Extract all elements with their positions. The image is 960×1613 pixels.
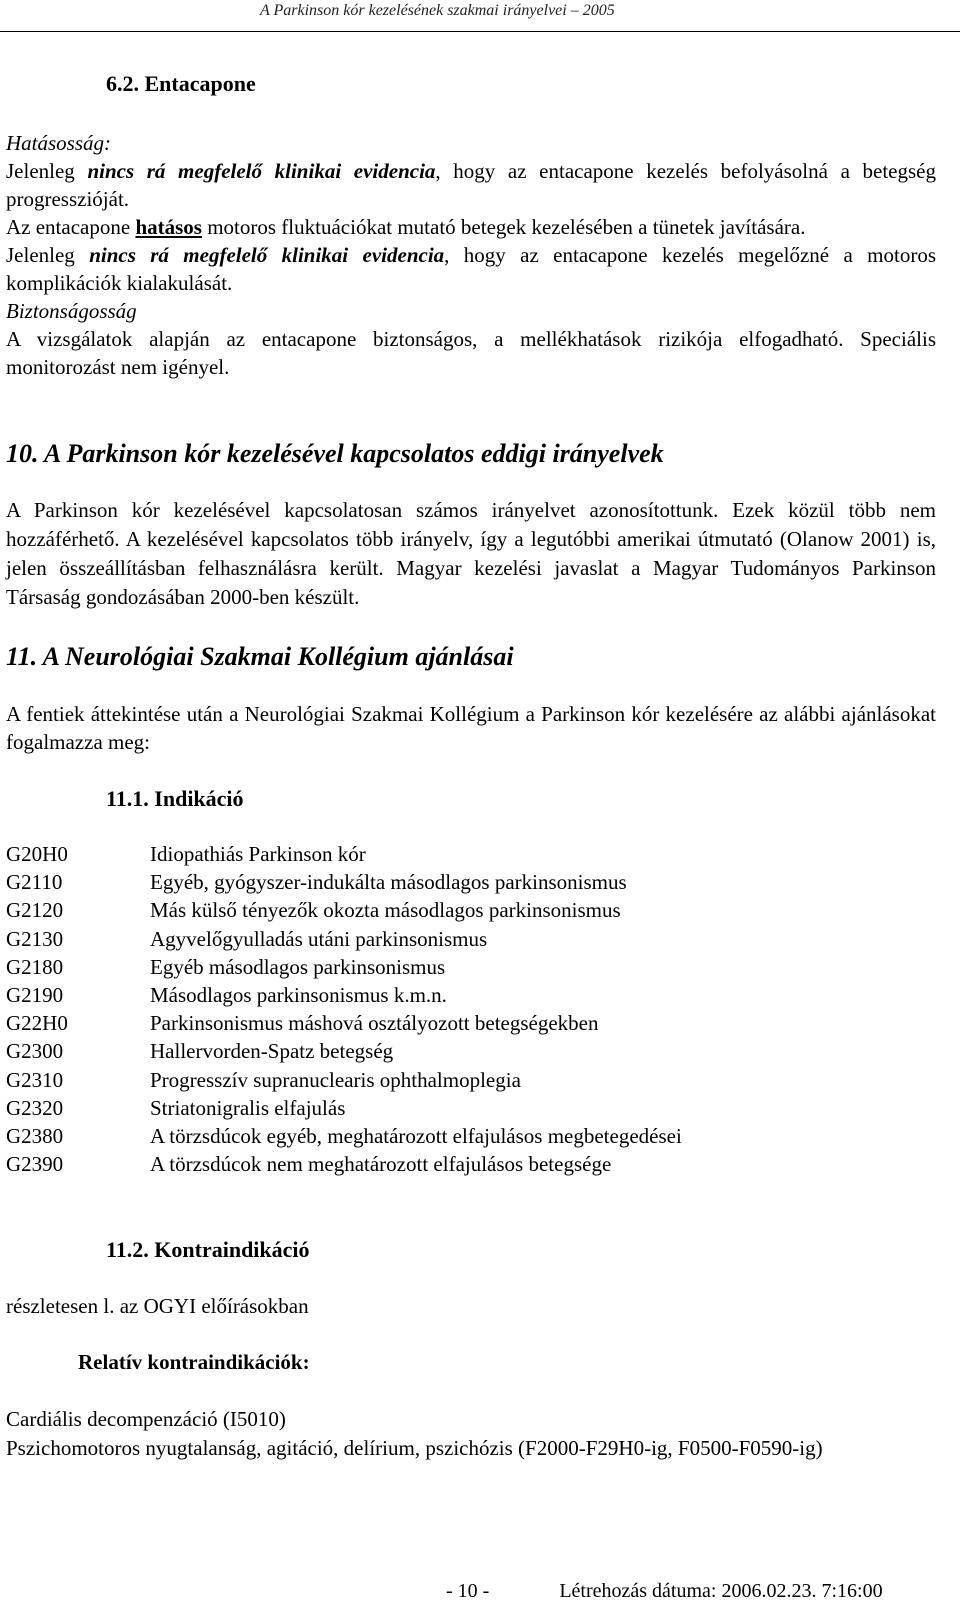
- list-item: Pszichomotoros nyugtalanság, agitáció, delírium, pszichózis (F2000-F29H0-ig, F0500-F0590-ig): [6, 1436, 823, 1460]
- section-11-1-title: 11.1. Indikáció: [106, 786, 244, 811]
- paragraph-efficacy: [6, 213, 936, 241]
- text-run: , hogy az entacapone kezelés megelőzné a motoros komplikációk kialakulását.: [6, 243, 936, 295]
- relative-contraindications-title: Relatív kontraindikációk:: [78, 1350, 310, 1374]
- code-row: [6, 896, 936, 924]
- page-number: - 10 -: [446, 1580, 490, 1602]
- icd-description: Másodlagos parkinsonismus k.m.n.: [150, 982, 447, 1007]
- ogyi-reference: részletesen l. az OGYI előírásokban: [6, 1294, 309, 1318]
- code-row: [6, 1009, 936, 1037]
- icd-description: Egyéb másodlagos parkinsonismus: [150, 954, 446, 979]
- relative-contraindications-list: [6, 1405, 936, 1463]
- paragraph-safety: A vizsgálatok alapján az entacapone biztonságos, a mellékhatások rizikója elfogadható. Speciális monitorozást nem igényel.: [6, 327, 936, 379]
- code-row: [6, 953, 936, 981]
- icd-description: Egyéb, gyógyszer-indukálta másodlagos parkinsonismus: [150, 870, 627, 895]
- hatasossag-label: Hatásosság:: [6, 131, 112, 155]
- icd-code: G2300: [6, 1039, 64, 1064]
- code-row: [6, 840, 936, 868]
- icd-description: A törzsdúcok egyéb, meghatározott elfajulásos megbetegedései: [150, 1123, 682, 1148]
- page-footer: [446, 1577, 883, 1605]
- text-run: Jelenleg: [6, 159, 88, 183]
- code-row: [6, 925, 936, 953]
- list-item: Cardiális decompenzáció (I5010): [6, 1407, 286, 1431]
- icd-code: G22H0: [6, 1011, 68, 1036]
- emphasis-text: hatásos: [135, 215, 202, 239]
- indication-code-list: [6, 840, 936, 1178]
- header-rule: [0, 31, 960, 32]
- code-row: [6, 868, 936, 896]
- icd-description: A törzsdúcok nem meghatározott elfajulásos betegsége: [150, 1152, 612, 1177]
- text-run: Az entacapone: [6, 215, 136, 239]
- icd-code: G2180: [6, 954, 64, 979]
- icd-code: G2110: [6, 870, 63, 895]
- icd-description: Más külső tényezők okozta másodlagos parkinsonismus: [150, 898, 621, 923]
- section-11-2-title: 11.2. Kontraindikáció: [106, 1237, 310, 1262]
- icd-description: Hallervorden-Spatz betegség: [150, 1039, 394, 1064]
- section-10-title: 10. A Parkinson kór kezelésével kapcsolatos eddigi irányelvek: [6, 439, 664, 468]
- icd-code: G2120: [6, 898, 64, 923]
- emphasis-text: nincs rá megfelelő klinikai evidencia: [89, 243, 445, 267]
- text-run: Jelenleg: [6, 243, 90, 267]
- text-run: motoros fluktuációkat mutató betegek kezelésében a tünetek javítására.: [201, 215, 806, 239]
- code-row: [6, 1094, 936, 1122]
- icd-code: G2320: [6, 1095, 64, 1120]
- code-row: [6, 1150, 936, 1178]
- code-row: [6, 1037, 936, 1065]
- biztonsagossag-label: Biztonságosság: [6, 299, 137, 323]
- icd-code: G2130: [6, 926, 64, 951]
- text-run: , hogy az entacapone kezelés befolyásolná a betegség progresszióját.: [6, 159, 936, 211]
- section-6-2-title: 6.2. Entacapone: [106, 71, 256, 96]
- icd-code: G2190: [6, 982, 64, 1007]
- code-row: [6, 981, 936, 1009]
- icd-code: G2380: [6, 1123, 64, 1148]
- paragraph-evidence-complications: [6, 241, 936, 297]
- icd-code: G20H0: [6, 842, 68, 866]
- running-header: A Parkinson kór kezelésének szakmai irányelvei – 2005: [260, 2, 615, 19]
- section-11-title: 11. A Neurológiai Szakmai Kollégium ajánlásai: [6, 642, 514, 671]
- code-row: [6, 1122, 936, 1150]
- code-row: [6, 1066, 936, 1094]
- icd-code: G2310: [6, 1067, 64, 1092]
- icd-description: Idiopathiás Parkinson kór: [150, 842, 366, 866]
- icd-description: Striatonigralis elfajulás: [150, 1095, 346, 1120]
- section-6-2-body: [6, 129, 936, 381]
- icd-code: G2390: [6, 1152, 64, 1177]
- icd-description: Agyvelőgyulladás utáni parkinsonismus: [150, 926, 488, 951]
- icd-description: Parkinsonismus máshová osztályozott betegségekben: [150, 1011, 599, 1036]
- icd-description: Progresszív supranuclearis ophthalmoplegia: [150, 1067, 521, 1092]
- paragraph-evidence-progression: [6, 157, 936, 213]
- section-11-body: A fentiek áttekintése után a Neurológiai Szakmai Kollégium a Parkinson kór kezelésére az alábbi ajánlásokat fogalmazza meg:: [6, 702, 936, 754]
- creation-date: Létrehozás dátuma: 2006.02.23. 7:16:00: [559, 1580, 883, 1602]
- emphasis-text: nincs rá megfelelő klinikai evidencia: [87, 159, 436, 183]
- section-10-body: A Parkinson kór kezelésével kapcsolatosan számos irányelvet azonosítottunk. Ezek közül több nem hozzáférhető. A kezelésével kapcsolatos több irányelv, így a legutóbbi amerikai útmutató (Olanow 2001) is, jelen összeállításban felhasználásra került. Magyar kezelési javaslat a Magyar Tudományos Parkinson Társaság gondozásában 2000-ben készült.: [6, 498, 936, 609]
